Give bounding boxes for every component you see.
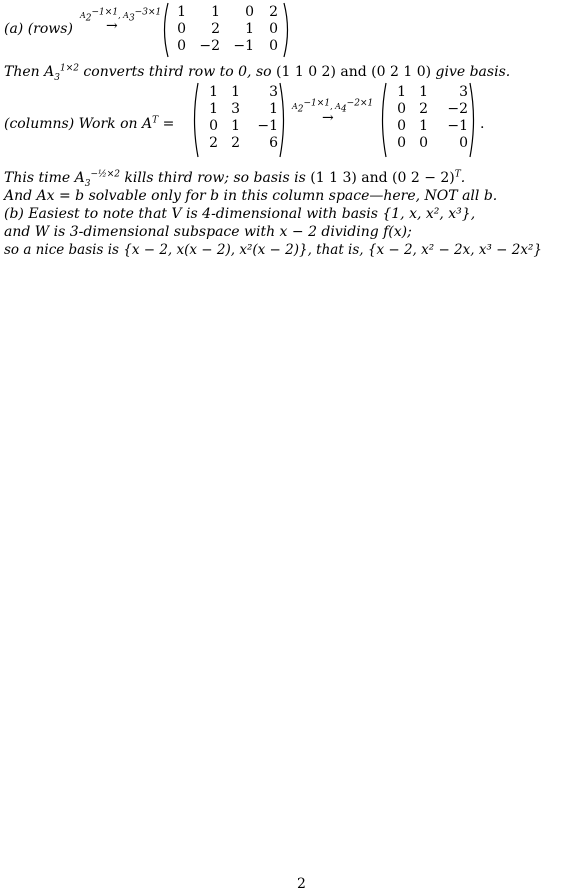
matrix-cell: 0 — [269, 38, 278, 54]
matrix-cell: 1 — [269, 101, 278, 117]
matrix-cell: 2 — [269, 4, 278, 20]
matrix-cell: 3 — [459, 84, 468, 100]
matrix-cell: 3 — [269, 84, 278, 100]
matrix-cell: −1 — [257, 118, 278, 134]
matrix-cell: 0 — [245, 4, 254, 20]
matrix-cell: 1 — [231, 84, 240, 100]
matrix-cell: 0 — [459, 135, 468, 151]
matrix-cell: 0 — [419, 135, 428, 151]
matrix-cell: 0 — [177, 38, 186, 54]
matrix-cell: 2 — [211, 21, 220, 37]
part-a-op-label: $A_2^{-1\times 1}$, $A_3^{-3\times 1}$ — [80, 7, 162, 24]
matrix-cell: −2 — [447, 101, 468, 117]
part-b-line-2: and W is 3-dimensional subspace with x − 2 dividing f(x); — [4, 224, 412, 240]
and-line: And Ax = b solvable only for b in this column space—here, NOT all b. — [4, 188, 498, 204]
columns-op-label: $A_2^{-1\times 1}$, $A_4^{-2\times 1}$ — [292, 98, 374, 115]
page-number: 2 — [297, 876, 306, 892]
columns-label: (columns) Work on $A^T$ = — [4, 115, 175, 132]
matrix-cell: 1 — [209, 101, 218, 117]
columns-matrix-1 — [190, 82, 288, 158]
matrix-cell: 1 — [211, 4, 220, 20]
then-line: Then $A_3^{1\times 2}$ converts third row to 0, so (1 1 0 2) and (0 2 1 0) give basis. — [4, 63, 511, 83]
matrix-cell: 0 — [269, 21, 278, 37]
matrix-cell: 2 — [231, 135, 240, 151]
matrix-cell: −1 — [447, 118, 468, 134]
matrix-cell: 1 — [231, 118, 240, 134]
columns-matrix-2 — [378, 82, 478, 158]
columns-period: . — [480, 116, 485, 132]
matrix-cell: 1 — [245, 21, 254, 37]
matrix-cell: 0 — [397, 101, 406, 117]
part-b-line-1: (b) Easiest to note that V is 4-dimensional with basis {1, x, x², x³}, — [4, 206, 476, 222]
matrix-cell: 0 — [209, 118, 218, 134]
matrix-cell: 1 — [177, 4, 186, 20]
part-a-arrow: → — [106, 18, 118, 34]
matrix-cell: 3 — [231, 101, 240, 117]
matrix-cell: −2 — [199, 38, 220, 54]
matrix-cell: 1 — [209, 84, 218, 100]
matrix-cell: 0 — [177, 21, 186, 37]
matrix-cell: 1 — [397, 84, 406, 100]
matrix-cell: −1 — [233, 38, 254, 54]
part-a-label: (a) (rows) — [4, 21, 73, 37]
part-a-matrix — [160, 2, 292, 58]
matrix-cell: 0 — [397, 118, 406, 134]
matrix-cell: 2 — [419, 101, 428, 117]
matrix-cell: 1 — [419, 84, 428, 100]
part-b-line-3: so a nice basis is {x − 2, x(x − 2), x²(x − 2)}, that is, {x − 2, x² − 2x, x³ − 2x²} — [4, 242, 542, 258]
matrix-cell: 6 — [269, 135, 278, 151]
matrix-cell: 1 — [419, 118, 428, 134]
this-time-line: This time $A_3^{-\frac{1}{2}\times 2}$ kills third row; so basis is (1 1 3) and (0 2 − 2)$^T$. — [4, 169, 466, 189]
matrix-cell: 0 — [397, 135, 406, 151]
columns-arrow: → — [322, 110, 334, 126]
matrix-cell: 2 — [209, 135, 218, 151]
